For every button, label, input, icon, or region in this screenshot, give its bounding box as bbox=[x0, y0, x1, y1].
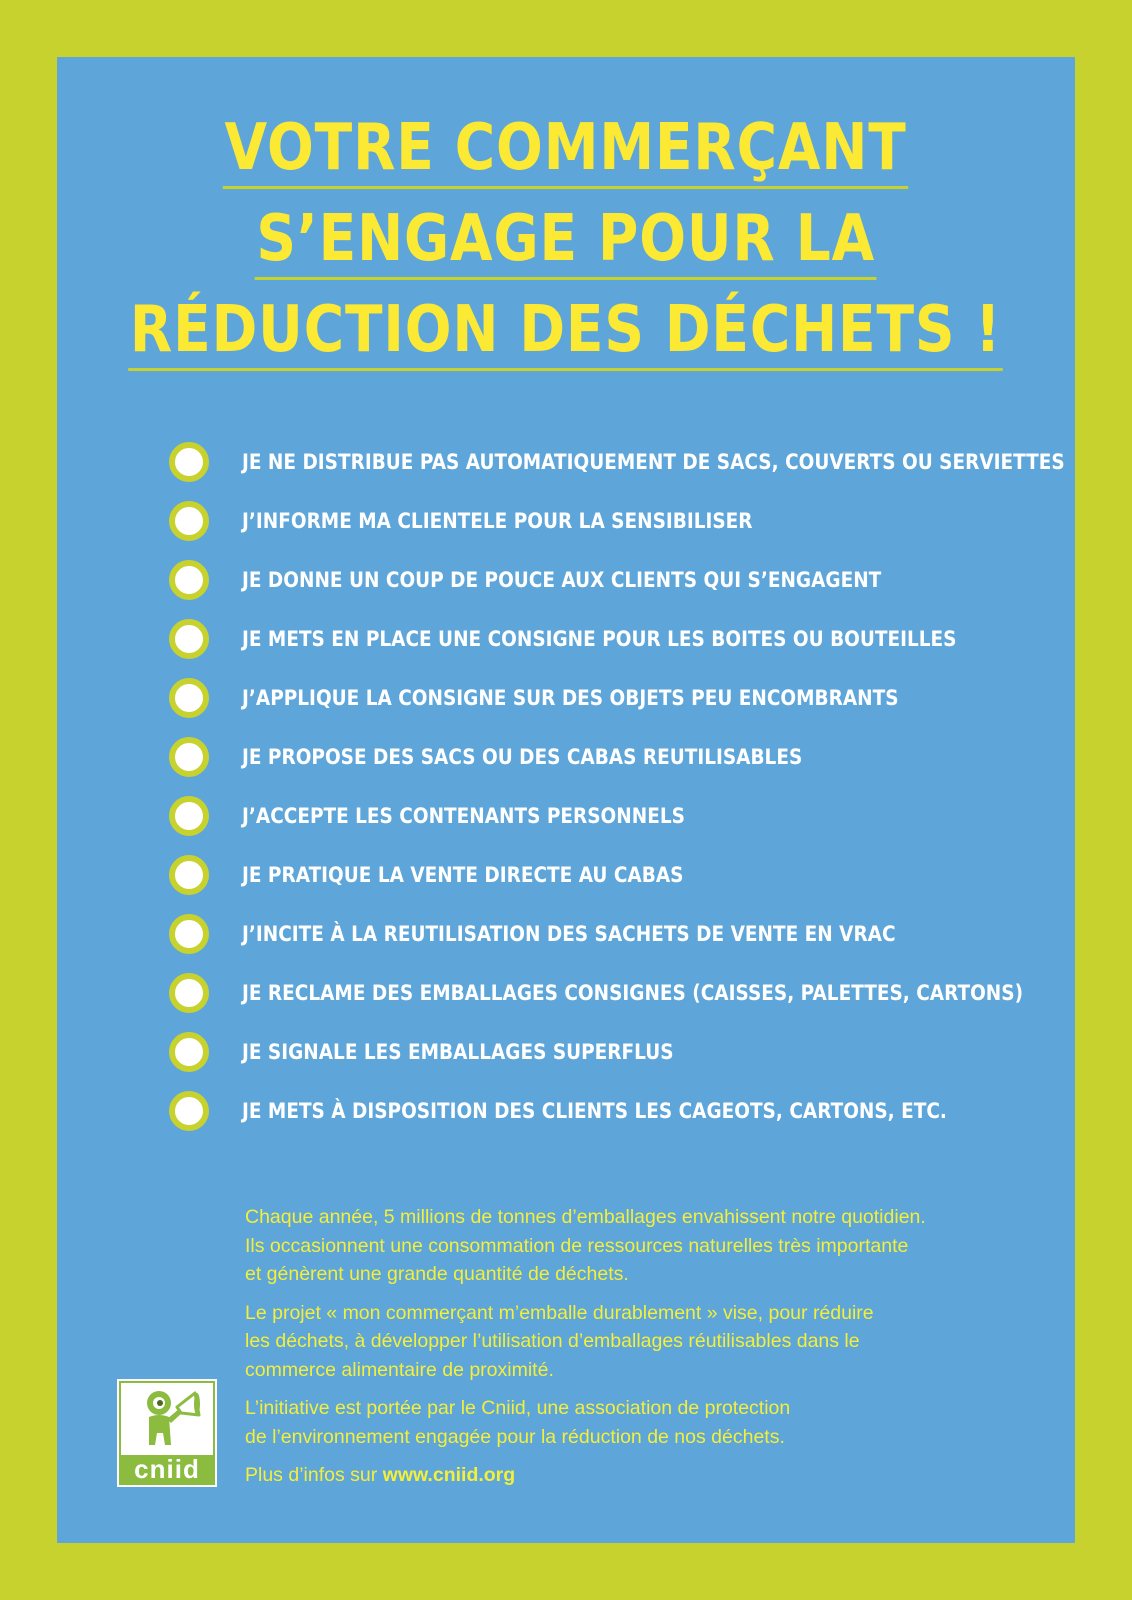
commitment-list bbox=[169, 432, 1065, 1140]
logo-wordmark: cniid bbox=[134, 1454, 200, 1484]
info-paragraph bbox=[245, 1299, 1035, 1385]
info-line: Le projet « mon commerçant m’emballe durablement » vise, pour réduire bbox=[245, 1301, 874, 1324]
info-line: et génèrent une grande quantité de déchets. bbox=[245, 1263, 629, 1285]
list-item-label: J’APPLIQUE LA CONSIGNE SUR DES OBJETS PEU ENCOMBRANTS bbox=[242, 685, 899, 710]
list-item bbox=[169, 1022, 1049, 1081]
info-line: Chaque année, 5 millions de tonnes d’emballages envahissent notre quotidien. bbox=[245, 1206, 926, 1228]
headline-line-2: S’ENGAGE POUR LA bbox=[255, 203, 877, 280]
list-item bbox=[169, 432, 1065, 491]
list-item-label: JE METS À DISPOSITION DES CLIENTS LES CAGEOTS, CARTONS, ETC. bbox=[242, 1098, 947, 1123]
info-line: de l’environnement engagée pour la réduction de nos déchets. bbox=[245, 1425, 785, 1448]
circle-bullet-icon bbox=[169, 442, 209, 482]
list-item-label: JE PROPOSE DES SACS OU DES CABAS REUTILISABLES bbox=[242, 744, 803, 769]
list-item-label: JE DONNE UN COUP DE POUCE AUX CLIENTS QUI S’ENGAGENT bbox=[242, 567, 882, 592]
list-item-label: JE SIGNALE LES EMBALLAGES SUPERFLUS bbox=[242, 1039, 674, 1064]
list-item bbox=[169, 491, 1049, 550]
info-paragraph bbox=[245, 1203, 1035, 1289]
circle-bullet-icon bbox=[169, 619, 209, 659]
list-item bbox=[169, 845, 1049, 904]
list-item bbox=[169, 1081, 1049, 1140]
poster-panel bbox=[57, 57, 1075, 1543]
info-line: L’initiative est portée par le Cniid, une association de protection bbox=[245, 1397, 791, 1419]
list-item bbox=[169, 550, 1049, 609]
list-item-label: J’ACCEPTE LES CONTENANTS PERSONNELS bbox=[242, 803, 685, 828]
list-item bbox=[169, 786, 1049, 845]
headline-line-1: VOTRE COMMERÇANT bbox=[223, 112, 909, 189]
list-item-label: JE PRATIQUE LA VENTE DIRECTE AU CABAS bbox=[242, 862, 684, 887]
cniid-logo bbox=[117, 1379, 217, 1487]
info-paragraph bbox=[245, 1394, 1035, 1451]
megaphone-figure-icon bbox=[121, 1383, 213, 1455]
circle-bullet-icon bbox=[169, 1091, 209, 1131]
circle-bullet-icon bbox=[169, 914, 209, 954]
list-item bbox=[169, 904, 1049, 963]
info-line: Ils occasionnent une consommation de ressources naturelles très importante bbox=[245, 1234, 909, 1257]
circle-bullet-icon bbox=[169, 796, 209, 836]
headline-line-3: RÉDUCTION DES DÉCHETS ! bbox=[129, 294, 1004, 371]
website-link[interactable]: www.cniid.org bbox=[382, 1464, 516, 1486]
info-line: commerce alimentaire de proximité. bbox=[245, 1358, 554, 1381]
circle-bullet-icon bbox=[169, 973, 209, 1013]
circle-bullet-icon bbox=[169, 501, 209, 541]
list-item-label: J’INFORME MA CLIENTELE POUR LA SENSIBILISER bbox=[242, 508, 753, 533]
more-info bbox=[245, 1461, 1035, 1490]
more-info-prefix: Plus d’infos sur bbox=[245, 1464, 383, 1486]
list-item-label: JE RECLAME DES EMBALLAGES CONSIGNES (CAISSES, PALETTES, CARTONS) bbox=[242, 980, 1024, 1005]
list-item-label: J’INCITE À LA REUTILISATION DES SACHETS DE VENTE EN VRAC bbox=[242, 921, 896, 946]
list-item-label: JE NE DISTRIBUE PAS AUTOMATIQUEMENT DE SACS, COUVERTS OU SERVIETTES bbox=[242, 449, 1065, 474]
headline bbox=[57, 112, 1075, 385]
list-item-label: JE METS EN PLACE UNE CONSIGNE POUR LES BOITES OU BOUTEILLES bbox=[242, 626, 957, 651]
list-item bbox=[169, 609, 1049, 668]
circle-bullet-icon bbox=[169, 1032, 209, 1072]
circle-bullet-icon bbox=[169, 855, 209, 895]
info-text bbox=[245, 1203, 1035, 1500]
list-item bbox=[169, 963, 1049, 1022]
circle-bullet-icon bbox=[169, 678, 209, 718]
list-item bbox=[169, 668, 1049, 727]
circle-bullet-icon bbox=[169, 560, 209, 600]
info-line: les déchets, à développer l’utilisation d’emballages réutilisables dans le bbox=[245, 1330, 860, 1352]
circle-bullet-icon bbox=[169, 737, 209, 777]
list-item bbox=[169, 727, 1049, 786]
